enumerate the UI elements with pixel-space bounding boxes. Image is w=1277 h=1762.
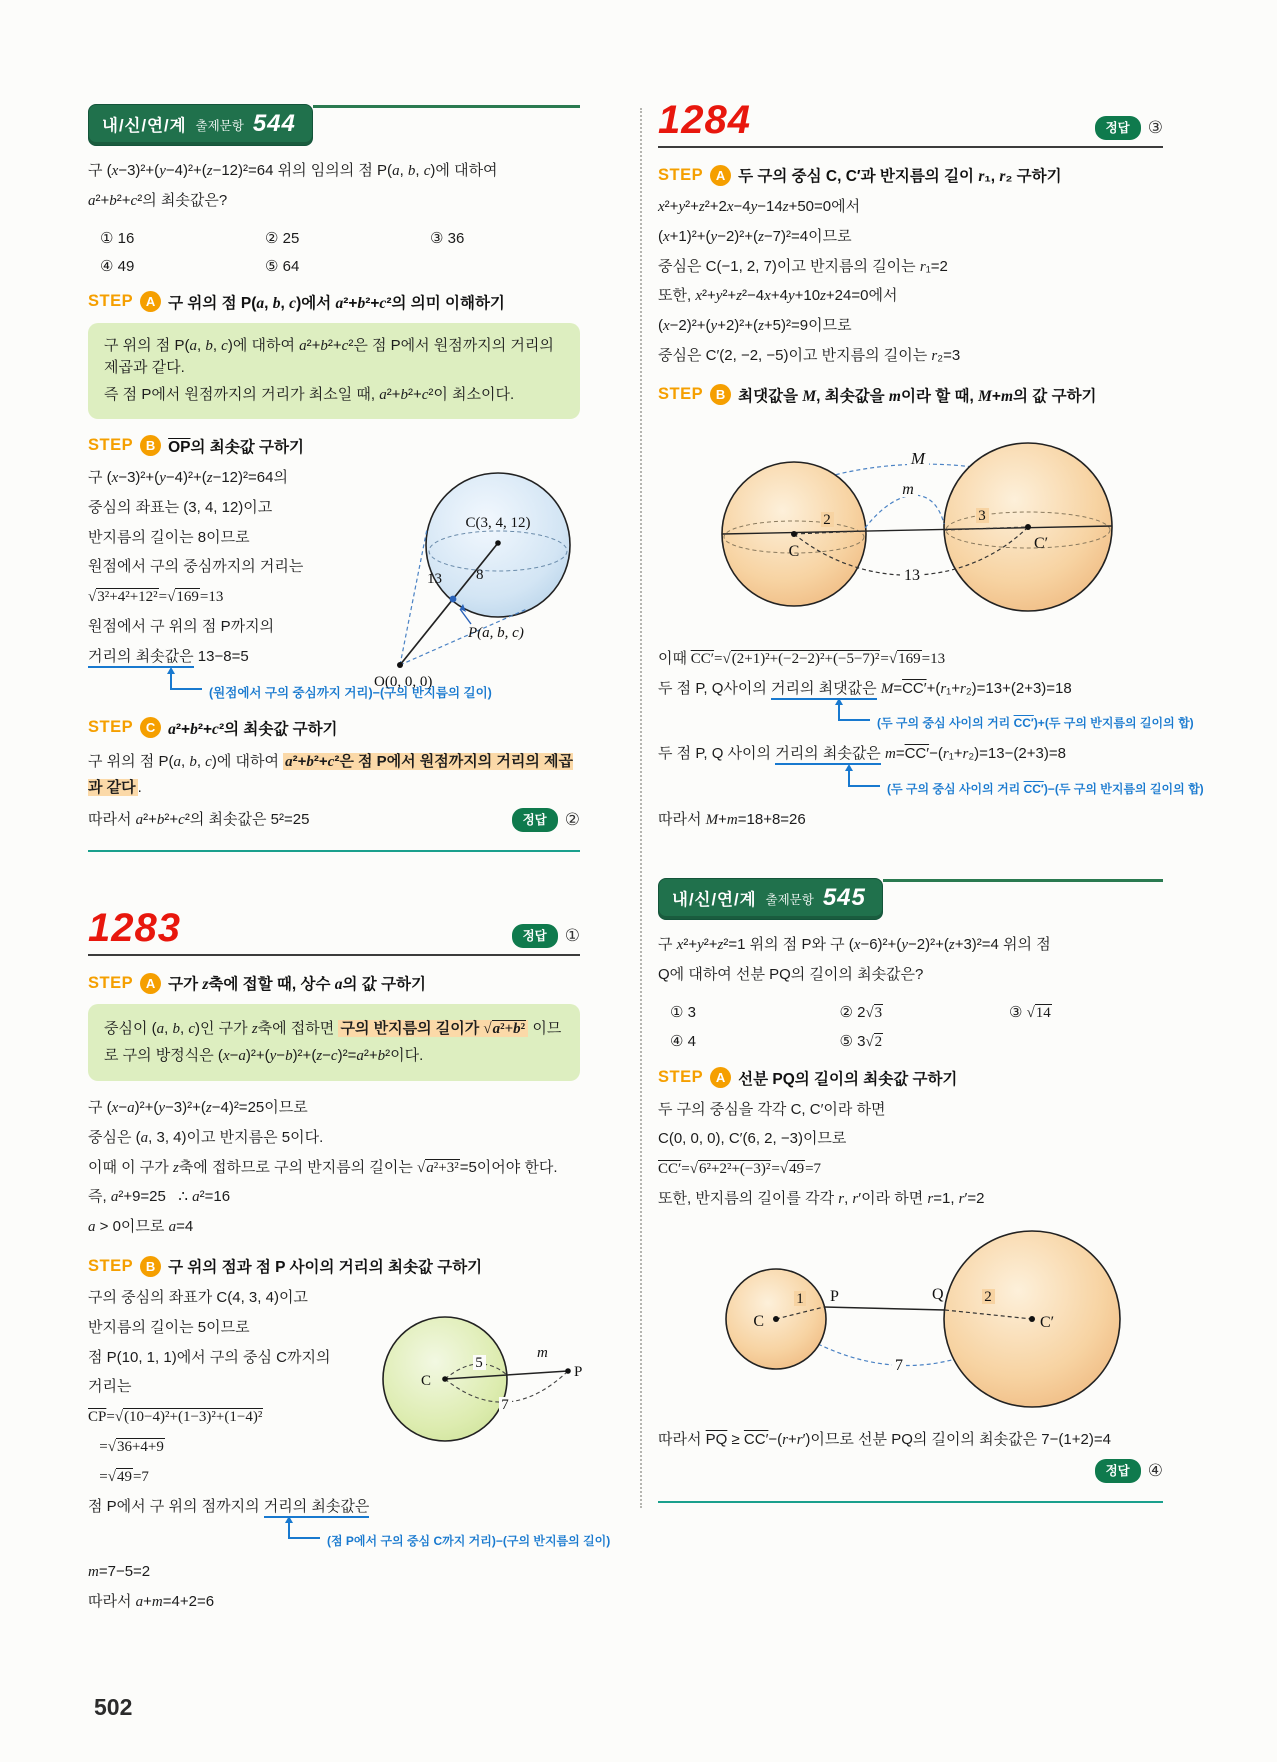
step-b-header-1283	[88, 1255, 580, 1277]
step-label: STEP	[88, 436, 134, 455]
distance-13-label: 13	[427, 570, 442, 587]
exam-badge-sub: 출제문항	[195, 119, 244, 133]
step-title: 구 위의 점과 점 P 사이의 거리의 최솟값 구하기	[168, 1259, 483, 1277]
center-label: C(3, 4, 12)	[465, 514, 531, 531]
solution-line: 점 P(10, 1, 1)에서 구의 중심 C까지의	[88, 1348, 331, 1366]
step-title: 구가 z축에 접할 때, 상수 a의 값 구하기	[168, 976, 426, 994]
answer-number: ③	[1147, 118, 1163, 137]
exam-badge-row-544	[88, 104, 580, 146]
solution-line: C(0, 0, 0), C′(6, 2, −3)이므로	[658, 1130, 847, 1148]
point-q-label: Q	[931, 1285, 944, 1303]
exam-badge-544	[88, 104, 313, 146]
step-letter-badge: B	[140, 1256, 161, 1277]
step-a-header-544	[88, 291, 580, 313]
conclusion-row	[88, 808, 580, 832]
choice-list-545	[658, 1003, 1163, 1051]
blue-annotation	[838, 707, 1194, 731]
step-letter-badge: A	[710, 1067, 731, 1088]
solution-line: 거리는	[88, 1378, 132, 1396]
solution-line: 점 P에서 구 위의 점까지의 거리의 최솟값은	[88, 1496, 580, 1519]
distance-7-label: 7	[894, 1356, 903, 1374]
column-divider	[640, 108, 642, 1508]
max-distance-m-label: M	[910, 448, 925, 468]
solution-line: =√49=7	[88, 1468, 149, 1485]
annotation-text: (두 구의 중심 사이의 거리 CC′)−(두 구의 반지름의 길이의 합)	[887, 782, 1204, 797]
solution-line: x²+y²+z²+2x−4y−14z+50=0에서	[658, 198, 861, 215]
answer-number: ①	[564, 926, 580, 946]
solution-line: m=7−5=2	[88, 1563, 151, 1581]
center-c-label: C	[752, 1312, 764, 1330]
blue-annotation	[848, 773, 1204, 797]
problem-number: 1283	[88, 906, 181, 951]
solution-line: 반지름의 길이는 5이므로	[88, 1318, 250, 1336]
exam-badge-number: 545	[822, 883, 866, 911]
step-label: STEP	[88, 718, 134, 737]
step-title: a²+b²+c²의 최솟값 구하기	[168, 720, 338, 738]
annotation-text: (원점에서 구의 중심까지 거리)−(구의 반지름의 길이)	[209, 685, 492, 700]
point-p-label: P(a, b, c)	[468, 624, 524, 641]
answer-row-545	[658, 1459, 1163, 1483]
radius-1-label: 1	[795, 1290, 804, 1307]
solution-line: 중심은 C(−1, 2, 7)이고 반지름의 길이는 r₁=2	[658, 257, 948, 275]
annotation-hook-icon	[848, 770, 880, 787]
point-p-label: P	[829, 1287, 839, 1305]
concept-line: 즉 점 P에서 원점까지의 거리가 최소일 때, a²+b²+c²이 최소이다.	[104, 386, 515, 404]
choice-option: ① 16	[100, 229, 135, 247]
question-line: 구 (x−3)²+(y−4)²+(z−12)²=64 위의 임의의 점 P(a, b, c)에 대하여	[88, 162, 498, 179]
exam-badge-sub: 출제문항	[765, 892, 814, 907]
solution-line: 구 (x−a)²+(y−3)²+(z−4)²=25이므로	[88, 1099, 308, 1117]
step-b-body-1283	[88, 1287, 611, 1614]
step-label: STEP	[88, 292, 134, 311]
solution-line: 중심은 C′(2, −2, −5)이고 반지름의 길이는 r₂=3	[658, 346, 961, 364]
step-label: STEP	[88, 1256, 134, 1275]
sphere-diagram-544	[370, 461, 588, 689]
annotation-hook-icon	[170, 673, 202, 690]
step-title: 구 위의 점 P(a, b, c)에서 a²+b²+c²의 의미 이해하기	[168, 294, 505, 312]
answer-number: ④	[1147, 1460, 1163, 1480]
problem-header-1284	[658, 100, 1163, 148]
radius-8-label: 8	[476, 566, 484, 583]
step-title: 최댓값을 M, 최솟값을 m이라 할 때, M+m의 값 구하기	[738, 387, 1097, 405]
problem-544	[88, 104, 580, 852]
solution-line: 구 (x−3)²+(y−4)²+(z−12)²=64의	[88, 468, 288, 486]
radius-2-label: 2	[983, 1288, 992, 1305]
right-column	[658, 98, 1204, 1503]
answer-badge-545	[1095, 1459, 1163, 1483]
section-divider	[658, 1501, 1163, 1503]
min-distance-m-label: m	[537, 1345, 548, 1362]
exam-badge-number: 544	[252, 110, 296, 137]
answer-badge-544	[512, 808, 580, 832]
solution-line: 중심의 좌표는 (3, 4, 12)이고	[88, 498, 273, 516]
answer-number: ②	[564, 810, 580, 830]
answer-pill: 정답	[1095, 1459, 1141, 1483]
step-label: STEP	[88, 973, 134, 992]
solution-line: CC′=√6²+2²+(−3)²=√49=7	[658, 1161, 822, 1178]
question-line: Q에 대하여 선분 PQ의 길이의 최솟값은?	[658, 965, 924, 983]
annotation-hook-icon	[838, 704, 870, 721]
choice-option: ④ 4	[670, 1032, 696, 1050]
step-letter-badge: A	[710, 165, 731, 186]
problem-545	[658, 878, 1163, 1503]
badge-rule	[313, 105, 580, 108]
exam-badge-row-545	[658, 878, 1163, 920]
solution-line: 즉, a²+9=25 ∴ a²=16	[88, 1188, 231, 1206]
step-a-header-1284	[658, 164, 1163, 186]
center-c-label: C	[420, 1373, 431, 1390]
min-distance-m-label: m	[901, 480, 914, 498]
step-letter-badge: A	[140, 291, 161, 312]
concept-box-1283	[88, 1004, 580, 1081]
left-column	[88, 104, 611, 1621]
solution-line: 반지름의 길이는 8이므로	[88, 528, 250, 546]
choice-option: ③ √14	[1008, 1003, 1051, 1021]
problem-1283	[88, 906, 611, 1614]
solution-line: √3²+4²+12²=√169=13	[88, 589, 224, 606]
annotation-text: (두 구의 중심 사이의 거리 CC′)+(두 구의 반지름의 길이의 합)	[877, 716, 1194, 731]
center-c-prime-label: C′	[1039, 1313, 1054, 1331]
solution-line: 두 구의 중심을 각각 C, C′이라 하면	[658, 1100, 886, 1118]
solution-line: (x+1)²+(y−2)²+(z−7)²=4이므로	[658, 227, 852, 245]
solution-line: a > 0이므로 a=4	[88, 1218, 194, 1236]
concept-box-544	[88, 323, 580, 419]
solution-line: 또한, 반지름의 길이를 각각 r, r′이라 하면 r=1, r′=2	[658, 1189, 985, 1207]
solution-line: 두 점 P, Q사이의 거리의 최댓값은 M=CC′+(r₁+r₂)=13+(2+3)=18	[658, 678, 1163, 701]
solution-line: 따라서 a+m=4+2=6	[88, 1593, 215, 1611]
solution-line: 구의 중심의 좌표가 C(4, 3, 4)이고	[88, 1289, 308, 1307]
step-letter-badge: B	[140, 435, 161, 456]
section-divider	[88, 850, 580, 852]
solution-line: 따라서 a²+b²+c²의 최솟값은 5²=25	[88, 811, 310, 829]
step-b-body-544	[88, 467, 580, 701]
annotation-hook-icon	[288, 1522, 320, 1539]
choice-option: ③ 36	[430, 229, 465, 247]
sphere-diagram-1283	[375, 1305, 583, 1455]
choice-option: ② 25	[265, 229, 300, 247]
origin-label: O(0, 0, 0)	[374, 673, 433, 690]
solution-line: 두 점 P, Q 사이의 거리의 최솟값은 m=CC′−(r₁+r₂)=13−(2+3)=8	[658, 743, 1163, 766]
solution-line: 따라서 M+m=18+8=26	[658, 811, 806, 829]
solution-line: 중심은 (a, 3, 4)이고 반지름은 5이다.	[88, 1128, 324, 1146]
badge-rule	[883, 879, 1163, 882]
step-b-header-544	[88, 435, 580, 457]
step-a-header-545	[658, 1067, 1163, 1089]
step-label: STEP	[658, 385, 704, 404]
step-letter-badge: B	[710, 384, 731, 405]
solution-line: 이때 CC′=√(2+1)²+(−2−2)²+(−5−7)²=√169=13	[658, 650, 946, 667]
solution-line: (x−2)²+(y+2)²+(z+5)²=9이므로	[658, 317, 852, 335]
choice-option: ⑤ 64	[265, 257, 300, 275]
solution-line: =√36+4+9	[88, 1439, 164, 1456]
step-title: $\overline{OP}$의 최솟값 구하기	[168, 438, 304, 456]
concept-line: 구 위의 점 P(a, b, c)에 대하여 a²+b²+c²은 점 P에서 원점까지의 거리의 제곱과 같다.	[104, 336, 554, 377]
exam-badge-brand: 내/신/연/계	[102, 117, 187, 135]
step-title: 선분 PQ의 길이의 최솟값 구하기	[738, 1070, 958, 1088]
step-c-header-544	[88, 717, 580, 739]
radius-5-label: 5	[475, 1355, 483, 1372]
center-c-label: C	[788, 542, 799, 560]
step-label: STEP	[658, 1068, 704, 1087]
answer-badge-1284	[1095, 116, 1163, 140]
solution-line: 원점에서 구 위의 점 P까지의	[88, 617, 275, 635]
step-letter-badge: A	[140, 973, 161, 994]
answer-pill: 정답	[1095, 116, 1141, 140]
solution-line: 따라서 $\overline{PQ} \ge CC'-(r+r')$이므로 선분 PQ의 길이의 최솟값은 7−(1+2)=4	[658, 1430, 1111, 1448]
choice-option: ④ 49	[100, 257, 135, 275]
blue-annotation	[288, 1525, 611, 1549]
step-title: 두 구의 중심 C, C′과 반지름의 길이 r₁, r₂ 구하기	[738, 168, 1062, 185]
radius-3-label: 3	[977, 507, 986, 524]
solution-line: 구 위의 점 P(a, b, c)에 대하여 a²+b²+c²은 점 P에서 원점까지의 거리의 제곱과 같다 .	[88, 752, 574, 796]
solution-line: 또한, x²+y²+z²−4x+4y+10z+24=0에서	[658, 287, 898, 305]
answer-badge-1283	[512, 924, 580, 948]
page-number: 502	[94, 1694, 133, 1720]
radius-2-label: 2	[822, 511, 831, 528]
choice-option: ⑤ 3√2	[839, 1032, 883, 1050]
distance-7-label: 7	[501, 1397, 509, 1414]
two-spheres-diagram-545	[686, 1219, 1136, 1419]
answer-pill: 정답	[512, 924, 558, 948]
exam-badge-brand: 내/신/연/계	[672, 890, 757, 909]
step-letter-badge: C	[140, 717, 161, 738]
choice-option: ① 3	[670, 1003, 696, 1021]
step-a-header-1283	[88, 972, 580, 994]
step-label: STEP	[658, 165, 704, 184]
solution-line: 거리의 최솟값은 13−8=5	[88, 646, 580, 669]
choice-list-544	[88, 229, 580, 275]
point-p-label: P	[574, 1364, 583, 1381]
problem-header-1283	[88, 908, 580, 956]
solution-line: 원점에서 구의 중심까지의 거리는	[88, 558, 304, 576]
distance-13-label: 13	[903, 566, 920, 584]
center-c-prime-label: C′	[1033, 534, 1048, 552]
problem-number: 1284	[658, 98, 751, 142]
answer-pill: 정답	[512, 808, 558, 832]
solution-line: 이때 이 구가 z축에 접하므로 구의 반지름의 길이는 √a²+3²=5이어야 한다.	[88, 1158, 558, 1176]
choice-option: ② 2√3	[839, 1003, 883, 1021]
exam-badge-545	[658, 878, 883, 920]
problem-1284	[658, 98, 1204, 832]
question-line: a²+b²+c²의 최솟값은?	[88, 191, 228, 209]
two-spheres-diagram-1284	[676, 416, 1146, 638]
concept-line: 중심이 (a, b, c)인 구가 z축에 접하면 구의 반지름의 길이가 √a²+b² 이므로 구의 방정식은 (x−a)²+(y−b)²+(z−c)²=a²+b²이다.	[104, 1020, 562, 1064]
annotation-text: (점 P에서 구의 중심 C까지 거리)−(구의 반지름의 길이)	[327, 1534, 611, 1549]
solution-line: $\overline{CP}=√(10-4)^2+(1-3)^2+(1-4)^2$	[88, 1409, 263, 1426]
question-line: 구 x²+y²+z²=1 위의 점 P와 구 (x−6)²+(y−2)²+(z+3)²=4 위의 점	[658, 935, 1051, 953]
step-b-header-1284	[658, 384, 1163, 406]
